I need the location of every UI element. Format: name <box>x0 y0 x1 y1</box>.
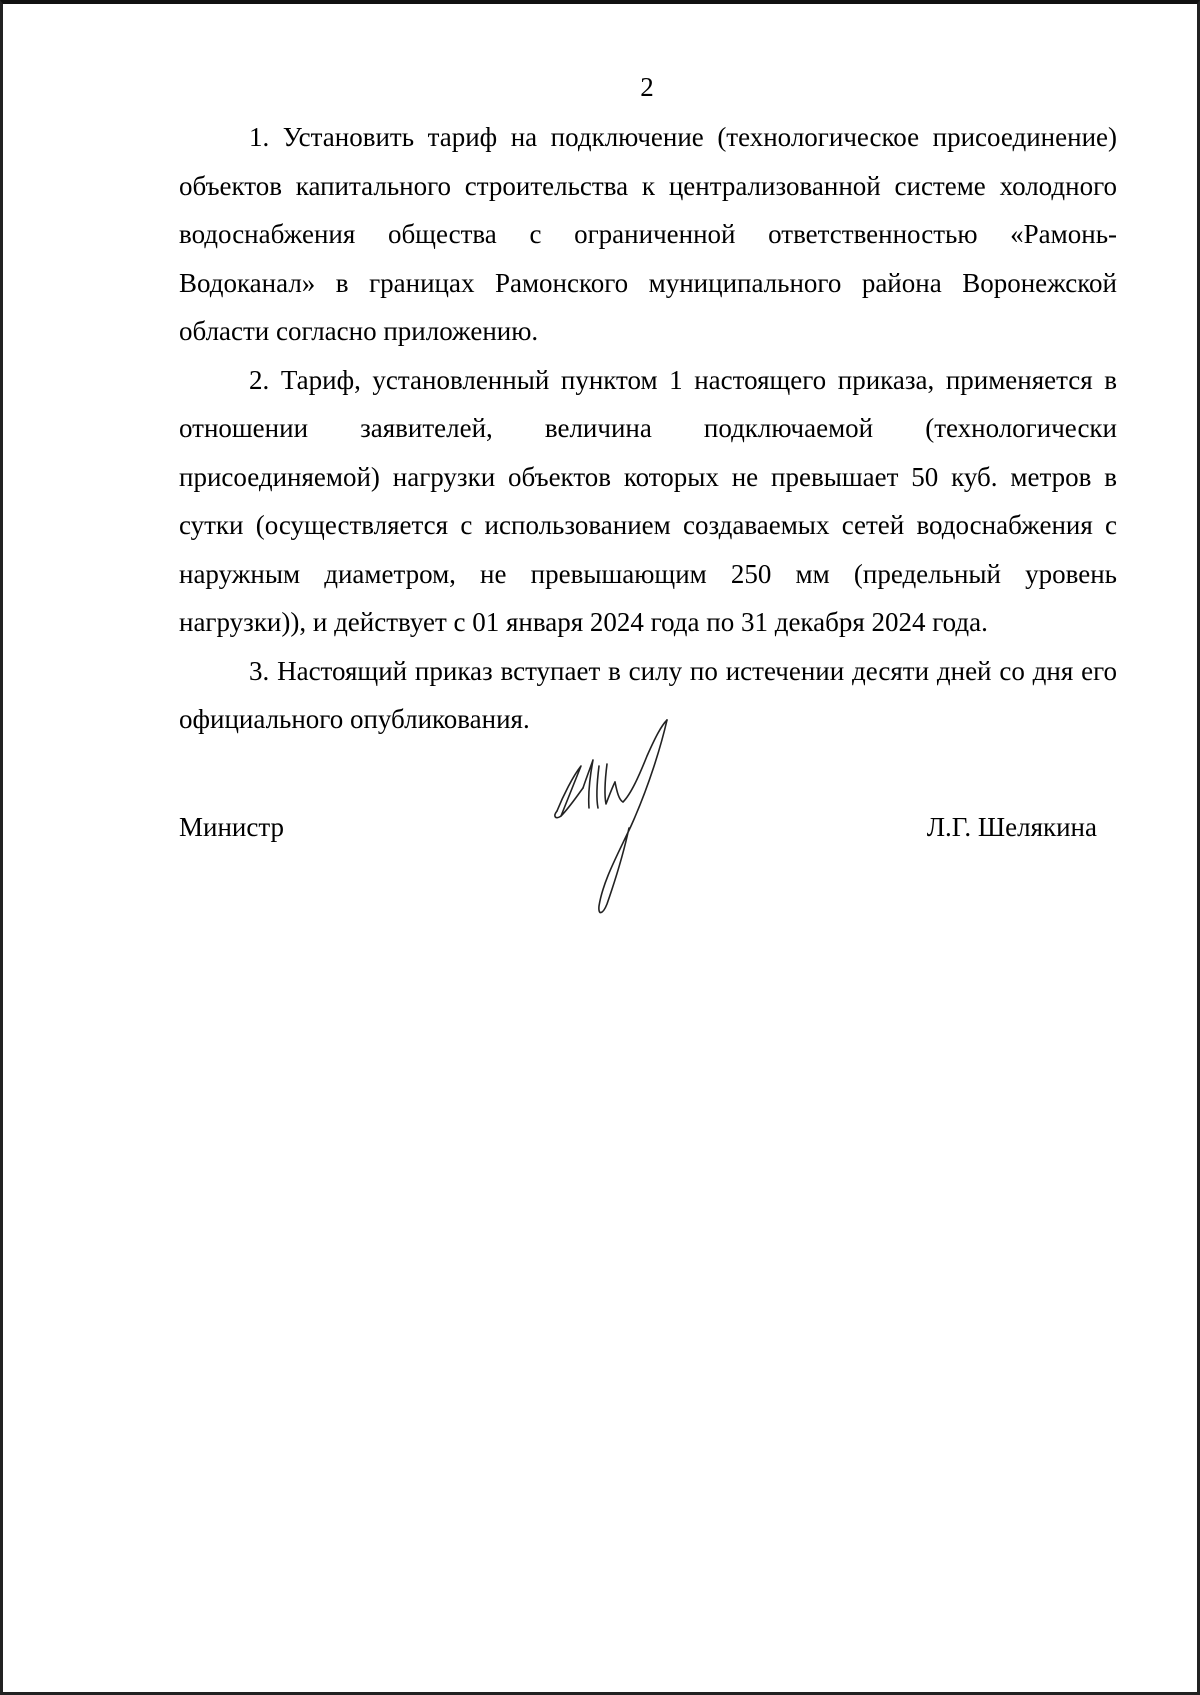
paragraph-2: 2. Тариф, установленный пунктом 1 настоящего приказа, применяется в отношении заявителей, величина подключаемой (технологически присоединяемой) нагрузки объектов которых не превышает 50 куб. метров в сутки (осуществляется с использованием создаваемых сетей водоснабжения с наружным диаметром, не превышающим 250 мм (предельный уровень нагрузки)), и действует с 01 января 2024 года по 31 декабря 2024 года. <box>179 364 1117 637</box>
page-number: 2 <box>640 72 654 102</box>
signatory-position: Министр <box>179 812 284 842</box>
paragraph-1: 1. Установить тариф на подключение (технологическое присоединение) объектов капитального строительства к централизованной системе холодного водоснабжения общества с ограниченной ответственностью «Рамонь-Водоканал» в границах Рамонского муниципального района Воронежской области согласно приложению. <box>179 122 1117 346</box>
paragraph-3: 3. Настоящий приказ вступает в силу по истечении десяти дней со дня его официального опубликования. <box>179 655 1117 734</box>
handwritten-signature <box>543 716 703 921</box>
document-body <box>179 113 1117 744</box>
signatory-name: Л.Г. Шелякина <box>926 812 1097 842</box>
